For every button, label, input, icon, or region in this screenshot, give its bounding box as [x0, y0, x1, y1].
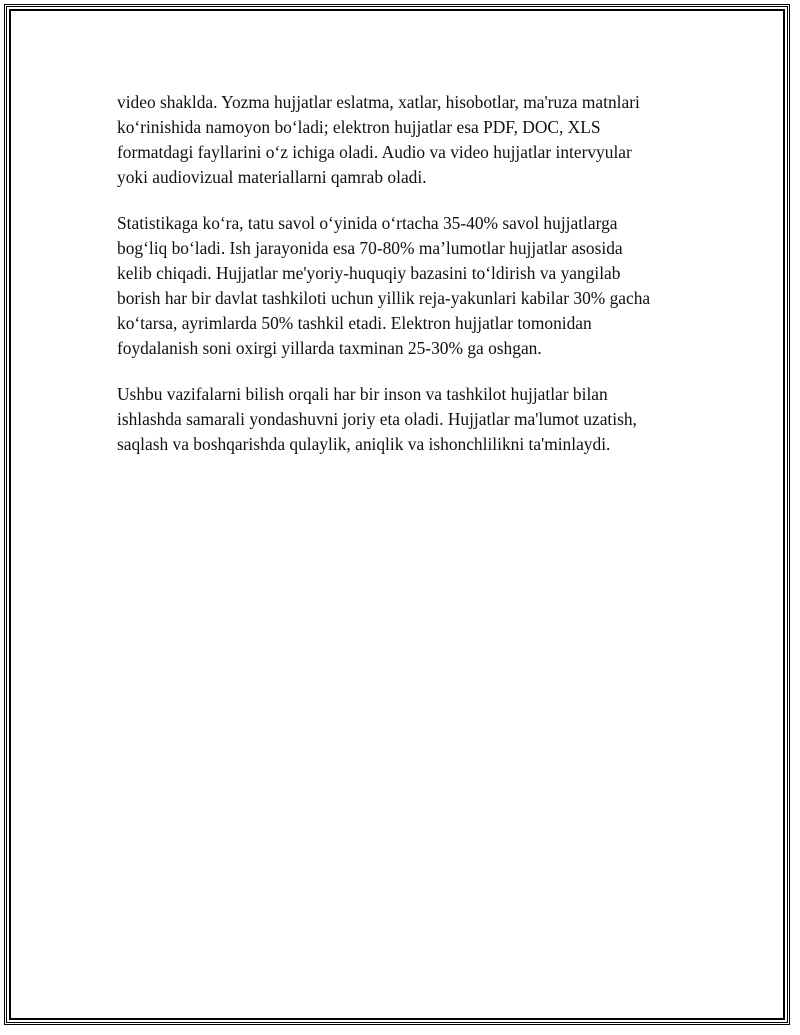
document-body	[117, 90, 707, 478]
text-line: yoki audiovizual materiallarni qamrab oladi.	[117, 167, 427, 187]
paragraph-2	[117, 211, 707, 361]
text-line: saqlash va boshqarishda qulaylik, aniqlik va ishonchlilikni ta'minlaydi.	[117, 434, 611, 454]
text-line: Ushbu vazifalarni bilish orqali har bir inson va tashkilot hujjatlar bilan	[117, 384, 608, 404]
text-line: bog‘liq bo‘ladi. Ish jarayonida esa 70-80% ma’lumotlar hujjatlar asosida	[117, 238, 623, 258]
text-line: ko‘tarsa, ayrimlarda 50% tashkil etadi. Elektron hujjatlar tomonidan	[117, 313, 592, 333]
text-line: Statistikaga ko‘ra, tatu savol o‘yinida o‘rtacha 35-40% savol hujjatlarga	[117, 213, 618, 233]
text-line: formatdagi fayllarini o‘z ichiga oladi. Audio va video hujjatlar intervyular	[117, 142, 632, 162]
paragraph-1	[117, 90, 707, 190]
text-line: borish har bir davlat tashkiloti uchun yillik reja-yakunlari kabilar 30% gacha	[117, 288, 651, 308]
text-line: ko‘rinishida namoyon bo‘ladi; elektron hujjatlar esa PDF, DOC, XLS	[117, 117, 601, 137]
text-line: kelib chiqadi. Hujjatlar me'yoriy-huquqiy bazasini to‘ldirish va yangilab	[117, 263, 621, 283]
text-line: foydalanish soni oxirgi yillarda taxminan 25-30% ga oshgan.	[117, 338, 542, 358]
text-line: video shaklda. Yozma hujjatlar eslatma, xatlar, hisobotlar, ma'ruza matnlari	[117, 92, 640, 112]
paragraph-3	[117, 382, 707, 457]
text-line: ishlashda samarali yondashuvni joriy eta oladi. Hujjatlar ma'lumot uzatish,	[117, 409, 637, 429]
